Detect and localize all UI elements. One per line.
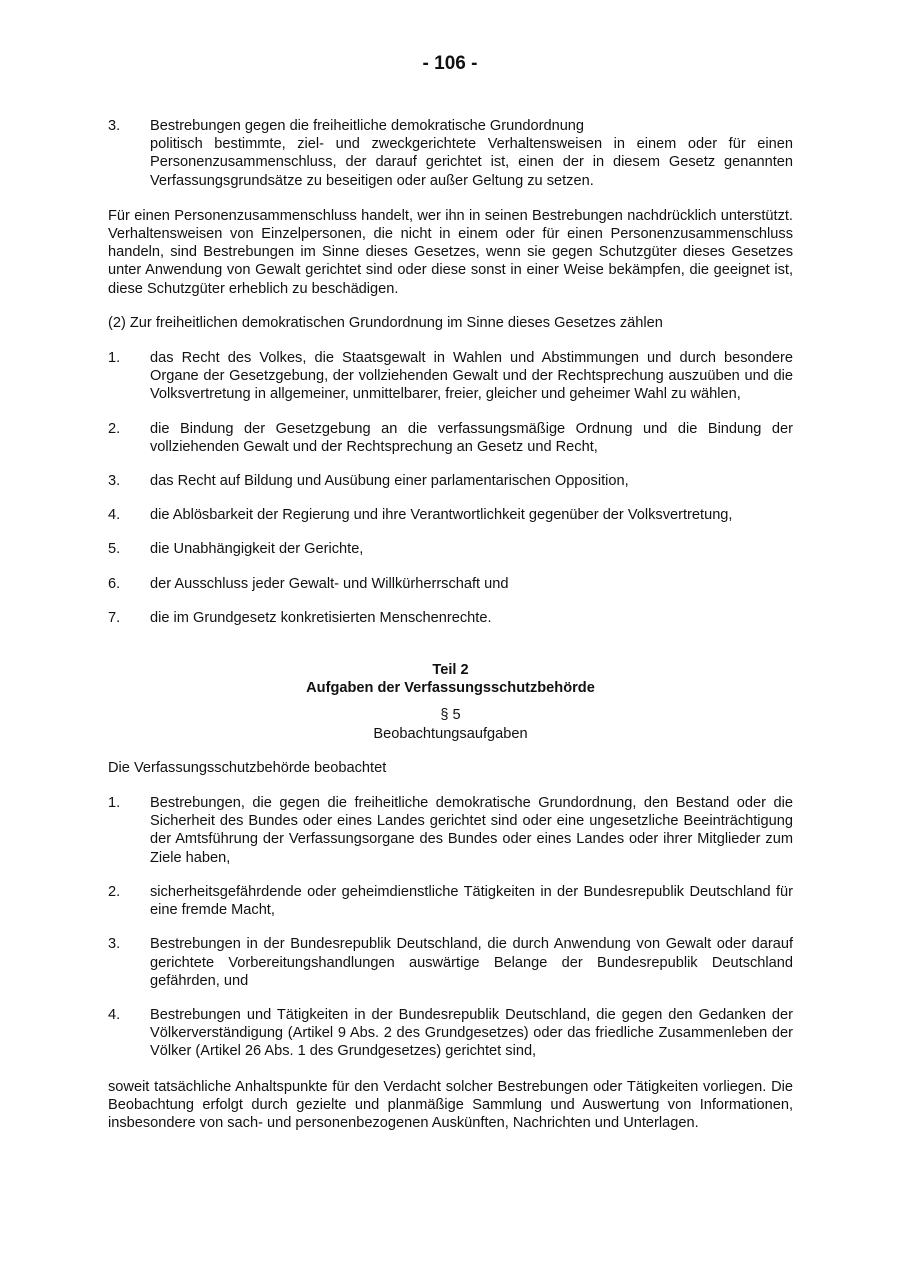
page-number: - 106 - [422,53,478,74]
list-item-number: 3. [108,936,121,953]
list-item [108,1006,793,1061]
section-3-number: 3. [108,118,121,134]
section-3 [108,117,793,190]
list-item-number: 4. [108,1006,121,1023]
list-item-text: das Recht des Volkes, die Staatsgewalt in Wahlen und Abstimmungen und durch besondere Organe der Gesetzgebung, der vollziehenden Gewalt und der Rechtsprechung auszuüben und die Volksvertretung in allgemeiner, unmittelbarer, freier, gleicher und geheimer Wahl zu wählen, [150,350,793,403]
beobachtet-intro: Die Verfassungsschutzbehörde beobachtet [108,759,387,776]
paragraph-title: Beobachtungsaufgaben [373,725,528,742]
list-item-number: 5. [108,541,121,558]
list-item-number: 3. [108,473,121,490]
list-item [108,794,793,867]
list-item [108,472,793,490]
list-item [108,609,793,627]
list-item [108,349,793,404]
list-item-text: die Bindung der Gesetzgebung an die verfassungsmäßige Ordnung und die Bindung der vollziehenden Gewalt und der Rechtsprechung an Gesetz und Recht, [150,420,793,455]
list-item-number: 1. [108,350,121,367]
list-item-text: das Recht auf Bildung und Ausübung einer parlamentarischen Opposition, [150,473,629,490]
list-item-text: Bestrebungen in der Bundesrepublik Deutschland, die durch Anwendung von Gewalt oder darauf gerichtete Vorbereitungshandlungen auswärtige Belange der Bundesrepublik Deutschland gefährden, und [150,936,793,989]
list-item-number: 2. [108,420,121,437]
list-item [108,935,793,990]
list-item-text: die im Grundgesetz konkretisierten Menschenrechte. [150,609,492,626]
paragraph-label: § 5 [440,707,461,724]
list-item [108,506,793,524]
section-3-text: politisch bestimmte, ziel- und zweckgerichtete Verhaltensweisen in einem oder für einen Personenzusammenschluss, der darauf gerichtet ist, einen der in diesem Gesetz genannten Verfassungsgrundsätze zu beseitigen oder außer Geltung zu setzen. [150,136,793,189]
list-item-text: die Unabhängigkeit der Gerichte, [150,541,364,558]
teil-label: Teil 2 [432,662,469,679]
absatz-2-intro: (2) Zur freiheitlichen demokratischen Grundordnung im Sinne dieses Gesetzes zählen [108,314,663,331]
list-item-text: der Ausschluss jeder Gewalt- und Willkürherrschaft und [150,575,509,592]
teil-title: Aufgaben der Verfassungsschutzbehörde [306,680,595,697]
list-item [108,420,793,456]
list-item-number: 6. [108,575,121,592]
list-item-text: sicherheitsgefährdende oder geheimdienstliche Tätigkeiten in der Bundesrepublik Deutschland für eine fremde Macht, [150,883,793,919]
list-item-text: Bestrebungen, die gegen die freiheitliche demokratische Grundordnung, den Bestand oder die Sicherheit des Bundes oder eines Landes gerichtet sind oder eine ungesetzliche Beeinträchtigung der Amtsführung der Verfassungsorgane des Bundes oder eines Landes oder ihrer Mitglieder zum Ziele haben, [150,795,793,866]
section-3-heading: Bestrebungen gegen die freiheitliche demokratische Grundordnung [150,118,585,134]
list-item [108,540,793,558]
list-item-text: Bestrebungen und Tätigkeiten in der Bundesrepublik Deutschland, die gegen den Gedanken der Völkerverständigung (Artikel 9 Abs. 2 des Grundgesetzes) oder das friedliche Zusammenleben der Völker (Artikel 26 Abs. 1 des Grundgesetzes) gerichtet sind, [150,1006,793,1060]
list-item-number: 1. [108,795,121,812]
list-item [108,883,793,919]
list-item-number: 4. [108,507,121,524]
paragraph-personenzusammenschluss: Für einen Personenzusammenschluss handelt, wer ihn in seinen Bestrebungen nachdrücklich unterstützt. Verhaltensweisen von Einzelpersonen, die nicht in einem oder für einen Personenzusammenschluss handeln, sind Bestrebungen im Sinne dieses Gesetzes, wenn sie gegen Schutzgüter dieses Gesetzes unter Anwendung von Gewalt gerichtet sind oder diese sonst in einer Weise bekämpfen, die geeignet ist, diese Schutzgüter erheblich zu beschädigen. [108,207,793,297]
document-body [108,117,793,1132]
list-item-text: die Ablösbarkeit der Regierung und ihre Verantwortlichkeit gegenüber der Volksvertretung, [150,507,733,524]
list-item-number: 2. [108,883,121,900]
list-item [108,575,793,593]
closing-paragraph: soweit tatsächliche Anhaltspunkte für den Verdacht solcher Bestrebungen oder Tätigkeiten vorliegen. Die Beobachtung erfolgt durch gezielte und planmäßige Sammlung und Auswertung von Informationen, insbesondere von sach- und personenbezogenen Auskünften, Nachrichten und Unterlagen. [108,1078,793,1131]
list-item-number: 7. [108,609,121,626]
